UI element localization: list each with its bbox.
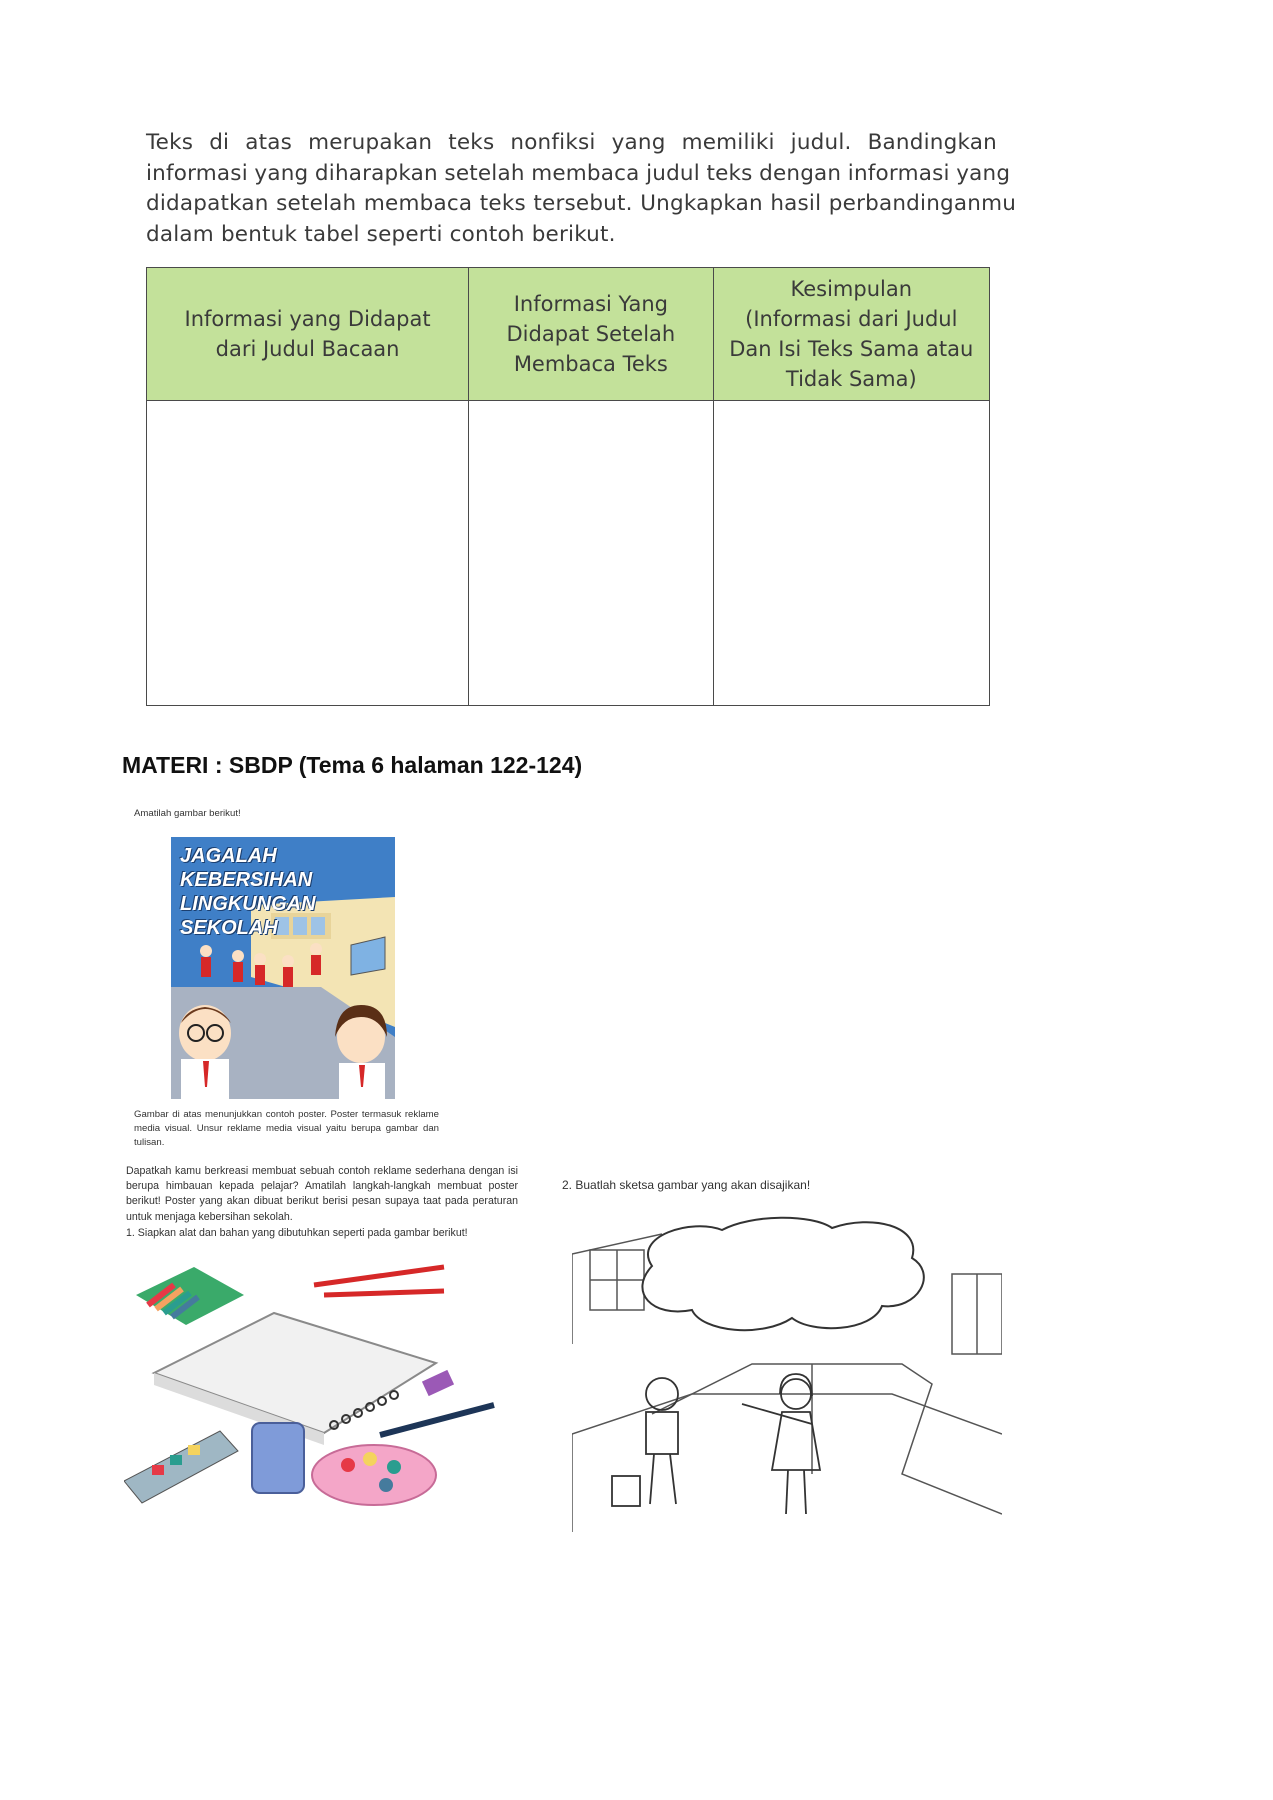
header-line: Didapat Setelah: [506, 322, 676, 346]
table-cell-empty[interactable]: [147, 401, 469, 706]
table-header-cell: [713, 268, 989, 401]
intro-line: Teks di atas merupakan teks nonfiksi yang memiliki judul. Bandingkan: [146, 130, 997, 155]
header-line: Kesimpulan: [790, 277, 913, 301]
art-supplies-image: [124, 1255, 510, 1515]
header-line: Dan Isi Teks Sama atau: [729, 337, 974, 361]
sketch-image: [572, 1214, 1002, 1532]
header-line: (Informasi dari Judul: [745, 307, 958, 331]
intro-line: dalam bentuk tabel seperti contoh berikut.: [146, 221, 616, 247]
comparison-table: [146, 267, 990, 706]
table-header-cell: [147, 268, 469, 401]
poster-title-line: LINGKUNGAN SEKOLAH: [180, 893, 316, 939]
header-line: Membaca Teks: [513, 352, 668, 376]
header-line: dari Judul Bacaan: [215, 337, 400, 361]
table-header-row: [147, 268, 990, 401]
step-two: 2. Buatlah sketsa gambar yang akan disajikan!: [562, 1178, 811, 1192]
observe-label: Amatilah gambar berikut!: [134, 808, 241, 819]
instruction-paragraph: Dapatkah kamu berkreasi membuat sebuah contoh reklame sederhana dengan isi berupa himbauan kepada pelajar? Amatilah langkah-langkah membuat poster berikut! Poster yang akan dibuat berikut berisi pesan supaya taat pada peraturan untuk menjaga kebersihan sekolah.: [126, 1165, 518, 1223]
table-cell-empty[interactable]: [713, 401, 989, 706]
poster-title: [180, 844, 386, 940]
header-line: Tidak Sama): [785, 367, 917, 391]
header-line: Informasi Yang: [513, 292, 668, 316]
step-one: 1. Siapkan alat dan bahan yang dibutuhkan seperti pada gambar berikut!: [126, 1227, 468, 1239]
intro-line: didapatkan setelah membaca teks tersebut. Ungkapkan hasil perbandinganmu: [146, 191, 1017, 216]
intro-line: informasi yang diharapkan setelah membaca judul teks dengan informasi yang: [146, 160, 1011, 186]
section-heading: MATERI : SBDP (Tema 6 halaman 122-124): [122, 752, 583, 778]
poster-caption: Gambar di atas menunjukkan contoh poster. Poster termasuk reklame media visual. Unsur reklame media visual yaitu berupa gambar dan tulisan.: [134, 1109, 439, 1148]
table-cell-empty[interactable]: [469, 401, 713, 706]
intro-paragraph: [146, 128, 1017, 250]
table-header-cell: [469, 268, 713, 401]
table-row: [147, 401, 990, 706]
poster-title-line: JAGALAH KEBERSIHAN: [180, 845, 313, 891]
header-line: Informasi yang Didapat: [184, 307, 431, 331]
